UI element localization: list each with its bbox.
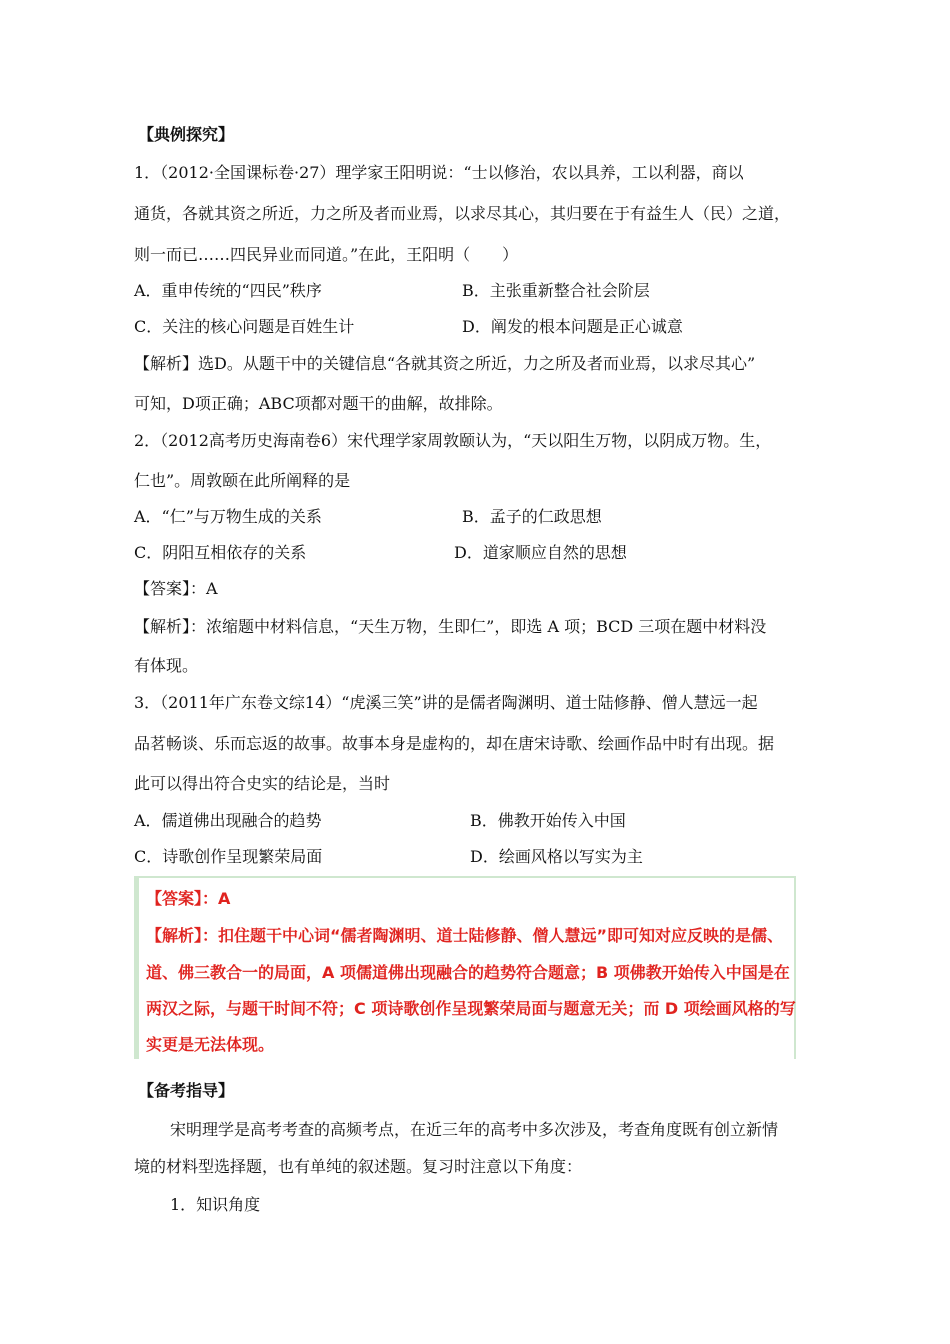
guide-paragraph-line1: 宋明理学是高考考查的高频考点，在近三年的高考中多次涉及，考查角度既有创立新情 <box>170 1120 779 1139</box>
q2-answer: 【答案】：A <box>134 579 218 598</box>
q2-option-b: B．孟子的仁政思想 <box>462 507 602 526</box>
q1-stem-line1: 1．（2012·全国课标卷·27）理学家王阳明说：“士以修治，农以具养，工以利器，商以 <box>134 163 744 182</box>
q2-option-d: D．道家顺应自然的思想 <box>454 543 627 562</box>
section-title-examples: 【典例探究】 <box>138 125 235 144</box>
q1-stem-line3: 则一而已……四民异业而同道。”在此，王阳明（ ） <box>134 245 519 264</box>
q3-analysis-line3: 两汉之际，与题干时间不符；C 项诗歌创作呈现繁荣局面与题意无关；而 D 项绘画风格的写 <box>146 999 796 1018</box>
q2-analysis-line2: 有体现。 <box>134 656 199 675</box>
q3-analysis-line4: 实更是无法体现。 <box>146 1035 275 1054</box>
q3-option-b: B．佛教开始传入中国 <box>470 811 626 830</box>
q1-analysis-line1: 【解析】选D。从题干中的关键信息“各就其资之所近，力之所及者而业焉，以求尽其心” <box>134 354 756 373</box>
answer-box-left-bar <box>134 876 139 1059</box>
section-title-guide: 【备考指导】 <box>138 1081 235 1100</box>
q3-analysis-line1: 【解析】：扣住题干中心词“儒者陶渊明、道士陆修静、僧人慧远”即可知对应反映的是儒、 <box>146 926 784 945</box>
q1-analysis-line2: 可知，D项正确；ABC项都对题干的曲解，故排除。 <box>134 394 503 413</box>
q1-option-b: B．主张重新整合社会阶层 <box>462 281 650 300</box>
q1-option-c: C．关注的核心问题是百姓生计 <box>134 317 355 336</box>
q3-answer: 【答案】：A <box>146 889 231 908</box>
q1-option-a: A．重申传统的“四民”秩序 <box>134 281 322 300</box>
q2-analysis-line1: 【解析】：浓缩题中材料信息，“天生万物，生即仁”，即选 A 项；BCD 三项在题中材料没 <box>134 617 767 636</box>
q3-option-a: A．儒道佛出现融合的趋势 <box>134 811 322 830</box>
q2-option-c: C．阴阳互相依存的关系 <box>134 543 307 562</box>
q3-answer-box <box>134 876 796 1059</box>
q1-option-d: D．阐发的根本问题是正心诚意 <box>462 317 683 336</box>
q2-stem-line2: 仁也”。周敦颐在此所阐释的是 <box>134 471 351 490</box>
q3-stem-line2: 品茗畅谈、乐而忘返的故事。故事本身是虚构的，却在唐宋诗歌、绘画作品中时有出现。据 <box>134 734 775 753</box>
q3-option-c: C．诗歌创作呈现繁荣局面 <box>134 847 323 866</box>
q1-stem-line2: 通货，各就其资之所近，力之所及者而业焉，以求尽其心，其归要在于有益生人（民）之道， <box>134 204 791 223</box>
q3-analysis-line2: 道、佛三教合一的局面，A 项儒道佛出现融合的趋势符合题意；B 项佛教开始传入中国是在 <box>146 963 790 982</box>
q2-option-a: A．“仁”与万物生成的关系 <box>134 507 322 526</box>
q3-option-d: D．绘画风格以写实为主 <box>470 847 643 866</box>
q2-stem-line1: 2．（2012高考历史海南卷6）宋代理学家周敦颐认为，“天以阳生万物，以阴成万物。生， <box>134 431 772 450</box>
q3-stem-line1: 3．（2011年广东卷文综14）“虎溪三笑”讲的是儒者陶渊明、道士陆修静、僧人慧远一起 <box>134 693 758 712</box>
q3-stem-line3: 此可以得出符合史实的结论是，当时 <box>134 774 391 793</box>
guide-item-1: 1．知识角度 <box>170 1195 261 1214</box>
guide-paragraph-line2: 境的材料型选择题，也有单纯的叙述题。复习时注意以下角度： <box>134 1157 583 1176</box>
